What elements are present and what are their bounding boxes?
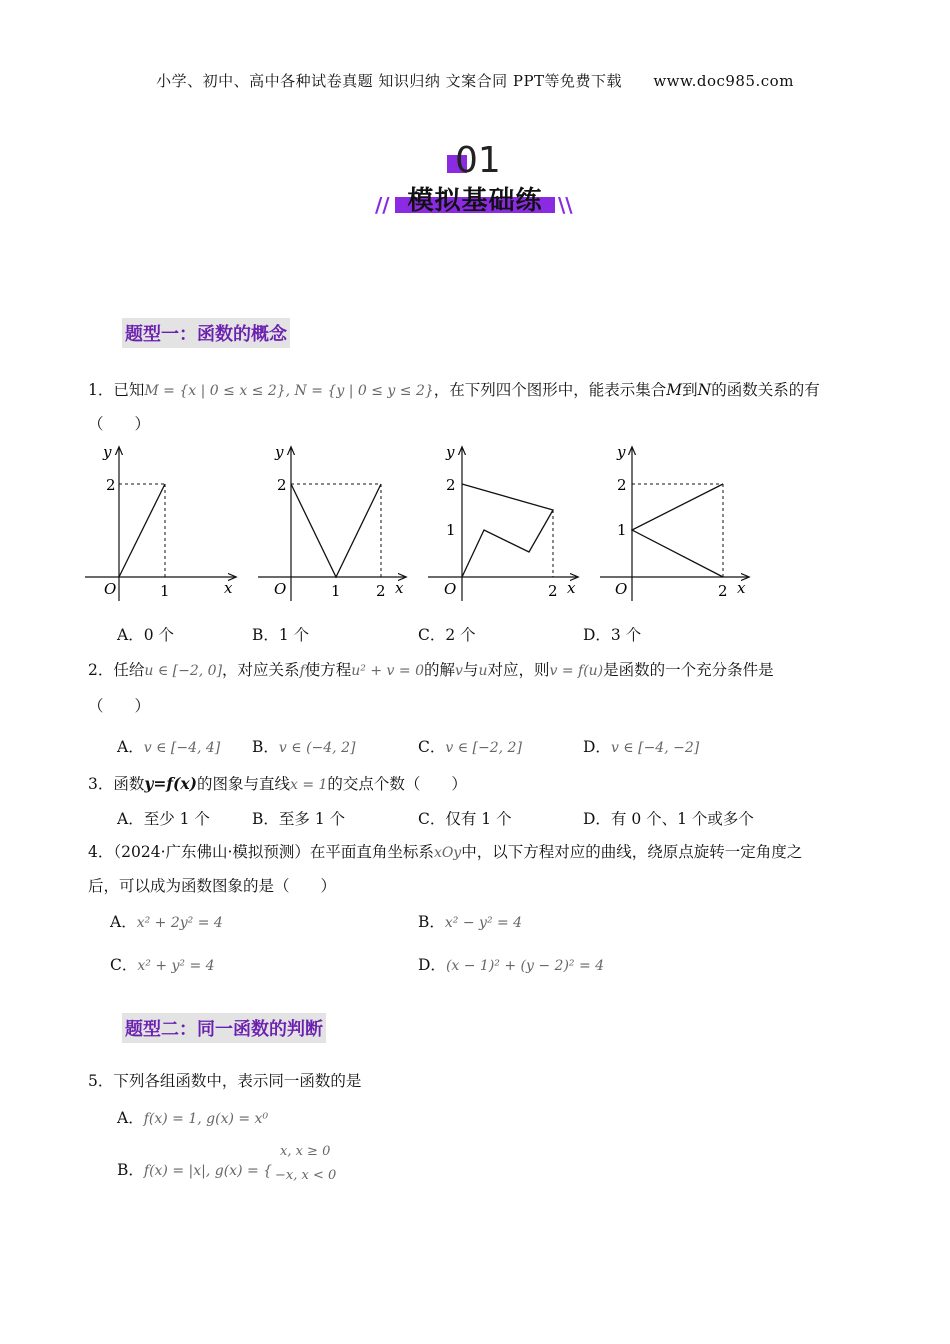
graph-a-y-label: y: [103, 443, 112, 461]
q2-eq-math: u² + v = 0: [351, 663, 424, 679]
badge-title: 模拟基础练: [407, 186, 543, 216]
q5-text: 下列各组函数中，表示同一函数的是: [113, 1072, 362, 1090]
q3-option-a[interactable]: A．至少 1 个: [117, 810, 210, 828]
q1-option-c[interactable]: C．2 个: [418, 626, 476, 644]
question-3: [88, 773, 467, 796]
graph-d-origin: O: [615, 580, 628, 598]
q2-answer-paren: （ ）: [88, 697, 151, 715]
section-title-1: 题型一：函数的概念: [122, 318, 290, 348]
q4-option-a-math: x² + 2y² = 4: [136, 915, 223, 931]
q5-option-a-math: f(x) = 1, g(x) = x⁰: [143, 1111, 269, 1127]
q2-vfu-math: v = f(u): [549, 663, 604, 679]
q1-answer-paren: （ ）: [88, 415, 151, 433]
graph-b-curve: [291, 484, 381, 577]
q2-mid-a: ，对应关系: [222, 661, 300, 679]
graph-d-tick-y1: 1: [617, 521, 627, 539]
graph-d-tick-y2: 2: [617, 476, 627, 494]
q2-option-c[interactable]: [418, 735, 522, 757]
graph-a-tick-y2: 2: [106, 476, 116, 494]
q2-number: 2．: [88, 661, 114, 679]
question-1: [88, 379, 820, 402]
q2-option-d[interactable]: [583, 735, 699, 757]
q3-x-math: x = 1: [289, 777, 328, 793]
graph-b-x-label: x: [395, 579, 404, 597]
q3-pre: 函数: [113, 775, 145, 793]
question-2: [88, 659, 774, 682]
q2-option-a[interactable]: [117, 735, 220, 757]
q3-func: y=f(x): [144, 774, 197, 793]
graph-c-y-label: y: [446, 443, 455, 461]
page-header: [0, 70, 950, 91]
graph-b-tick-x1: 1: [331, 582, 341, 600]
graph-d-y-label: y: [617, 443, 626, 461]
q5-option-b-case-1: x, x ≥ 0: [280, 1144, 331, 1159]
question-4: [88, 841, 802, 864]
graph-d-tick-x2: 2: [718, 582, 728, 600]
q3-number: 3．: [88, 775, 114, 793]
graph-d-curve: [632, 484, 723, 577]
q5-option-b[interactable]: [117, 1158, 272, 1180]
graph-a: [85, 443, 235, 601]
q1-post-a: ，在下列四个图形中，能表示集合: [433, 381, 667, 399]
q2-v-math: v: [455, 663, 463, 679]
header-text: 小学、初中、高中各种试卷真题 知识归纳 文案合同 PPT等免费下载: [156, 72, 623, 90]
q4-post: 中，以下方程对应的曲线，绕原点旋转一定角度之: [461, 843, 803, 861]
q3-post: 的交点个数（ ）: [327, 775, 467, 793]
q5-option-a-label: A．: [117, 1109, 144, 1127]
q4-option-c-label: C．: [110, 956, 138, 974]
graph-c-curve: [462, 484, 553, 577]
graph-c-tick-x2: 2: [548, 582, 558, 600]
q2-mid-d: 与: [462, 661, 479, 679]
q4-option-d[interactable]: [418, 953, 604, 975]
q5-number: 5．: [88, 1072, 114, 1090]
graph-d-x-label: x: [737, 579, 746, 597]
q4-line-2: 后，可以成为函数图象的是（ ）: [88, 877, 337, 895]
q4-xoy-math: xOy: [433, 845, 462, 861]
q1-var-m: M: [666, 381, 683, 399]
q5-option-a[interactable]: [117, 1106, 268, 1128]
q2-mid-c: 的解: [423, 661, 455, 679]
q5-option-b-case-2: −x, x < 0: [275, 1168, 337, 1183]
graph-c-tick-y1: 1: [446, 521, 456, 539]
badge-number: 01: [455, 140, 501, 181]
badge-right-mark: \\: [558, 193, 573, 217]
graph-b: [258, 443, 405, 601]
q2-option-c-math: v ∈ [−2, 2]: [445, 740, 522, 756]
q2-option-d-label: D．: [583, 738, 611, 756]
q2-option-b-label: B．: [252, 738, 279, 756]
q2-u2-math: u: [478, 663, 488, 679]
q1-var-n: N: [697, 381, 712, 399]
q2-option-a-math: v ∈ [−4, 4]: [143, 740, 221, 756]
q1-option-b[interactable]: B．1 个: [252, 626, 310, 644]
q2-u-math: u ∈ [−2, 0]: [144, 663, 223, 679]
graph-a-origin: O: [104, 580, 117, 598]
graph-b-y-label: y: [275, 443, 284, 461]
q5-option-b-label: B．: [117, 1161, 144, 1179]
q4-pre: （2024·广东佛山·模拟预测）在平面直角坐标系: [113, 843, 434, 861]
q4-number: 4．: [88, 843, 114, 861]
q1-graphs: [80, 438, 760, 603]
graph-a-x-label: x: [224, 579, 233, 597]
q3-mid: 的图象与直线: [196, 775, 290, 793]
graph-b-origin: O: [274, 580, 287, 598]
q1-option-d[interactable]: D．3 个: [583, 626, 642, 644]
q2-option-b[interactable]: [252, 735, 355, 757]
graph-d: [600, 443, 748, 601]
q4-option-d-math: (x − 1)² + (y − 2)² = 4: [445, 958, 605, 974]
q2-option-c-label: C．: [418, 738, 446, 756]
q2-f-math: f: [299, 663, 305, 679]
section-title-2: 题型二：同一函数的判断: [122, 1013, 326, 1043]
q1-post-b: 到: [682, 381, 698, 399]
q2-pre: 任给: [113, 661, 145, 679]
header-site: www.doc985.com: [653, 72, 794, 90]
question-5: [88, 1070, 361, 1092]
q1-set-math: M = {x | 0 ≤ x ≤ 2}, N = {y | 0 ≤ y ≤ 2}: [144, 383, 434, 399]
q5-option-b-math: f(x) = |x|, g(x) = {: [143, 1163, 273, 1179]
q2-option-d-math: v ∈ [−4, −2]: [610, 740, 700, 756]
q2-post: 是函数的一个充分条件是: [603, 661, 774, 679]
q3-option-d[interactable]: D．有 0 个、1 个或多个: [583, 810, 754, 828]
q4-option-b[interactable]: [418, 910, 522, 932]
graph-c-x-label: x: [567, 579, 576, 597]
graph-c-tick-y2: 2: [446, 476, 456, 494]
q2-option-b-math: v ∈ (−4, 2]: [278, 740, 356, 756]
q2-option-a-label: A．: [117, 738, 144, 756]
q4-option-a[interactable]: [110, 910, 223, 932]
badge-left-mark: //: [375, 193, 390, 217]
q4-option-d-label: D．: [418, 956, 446, 974]
q4-option-c-math: x² + y² = 4: [137, 958, 215, 974]
q4-option-b-label: B．: [418, 913, 445, 931]
graph-b-tick-y2: 2: [277, 476, 287, 494]
graph-c-origin: O: [444, 580, 457, 598]
q3-option-b[interactable]: B．至多 1 个: [252, 810, 346, 828]
graph-a-curve: [119, 484, 165, 577]
q4-option-a-label: A．: [110, 913, 137, 931]
q1-number: 1．: [88, 381, 114, 399]
q2-mid-e: 对应，则: [487, 661, 550, 679]
graph-a-tick-x1: 1: [160, 582, 170, 600]
q4-option-c[interactable]: [110, 953, 215, 975]
q4-option-b-math: x² − y² = 4: [444, 915, 523, 931]
q2-mid-b: 使方程: [304, 661, 352, 679]
q1-option-a[interactable]: A．0 个: [117, 626, 174, 644]
q1-pre: 已知: [113, 381, 145, 399]
q1-post-c: 的函数关系的有: [711, 381, 820, 399]
graph-c: [428, 443, 577, 601]
q3-option-c[interactable]: C．仅有 1 个: [418, 810, 512, 828]
graph-b-tick-x2: 2: [376, 582, 386, 600]
